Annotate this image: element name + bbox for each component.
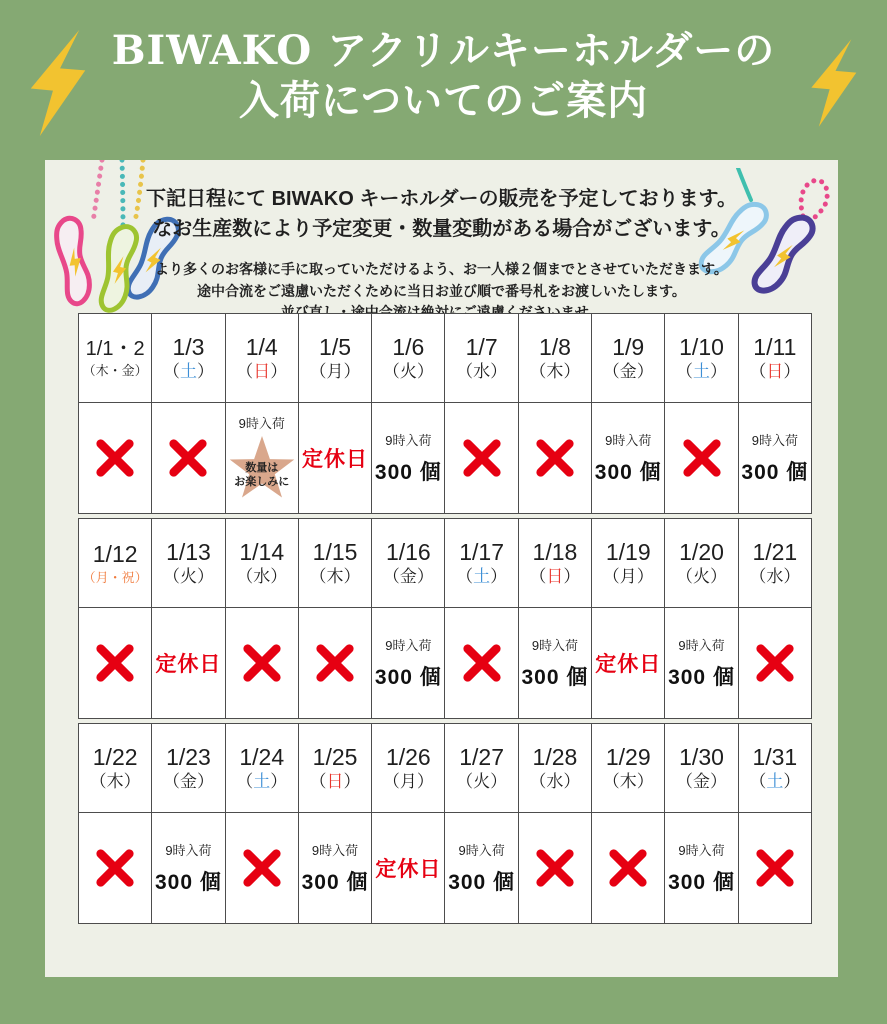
weekday-label: （金） [382,567,434,587]
date-label: 1/25 [312,743,358,770]
date-cell [738,314,811,403]
sold-out-x-icon [94,848,136,888]
weekday-label: （月） [309,362,361,382]
date-label: 1/23 [166,743,211,770]
status-cell-stock [518,608,591,719]
date-label: 1/14 [239,538,285,565]
status-cell-x [592,813,665,924]
status-cell-x [445,403,518,514]
status-cell-x [518,813,591,924]
date-cell [592,724,665,813]
status-cell-stock [592,403,665,514]
weekday-label: （金） [602,362,654,382]
sold-out-x-icon [607,848,649,888]
date-cell [298,519,371,608]
weekday-label: （水） [749,567,801,587]
sold-out-x-icon [461,643,503,683]
date-label: 1/13 [166,538,211,565]
status-cell-x [79,608,152,719]
sold-out-x-icon [167,438,209,478]
weekday-label: （木） [602,772,654,792]
status-cell-closed [592,608,665,719]
date-label: 1/7 [465,333,498,360]
weekday-label: （日） [309,772,361,792]
weekday-label: （木） [89,772,141,792]
status-cell-x [152,403,225,514]
date-label: 1/31 [752,743,798,770]
calendar-week-3 [78,723,812,924]
date-cell [372,519,445,608]
intro-line-1: 下記日程にて BIWAKO キーホルダーの販売を予定しております。 [146,188,737,210]
quantity-label: 300 個 [155,871,222,894]
date-label: 1/6 [392,333,425,360]
weekday-label: （月・祝） [82,569,148,585]
date-label: 1/8 [538,333,571,360]
date-label: 1/3 [172,333,205,360]
date-label: 1/30 [679,743,724,770]
weekday-label: （金） [676,772,728,792]
calendar-week-1 [78,313,812,514]
sold-out-x-icon [754,643,796,683]
status-cell-stock [372,403,445,514]
calendar [78,313,812,928]
sold-out-x-icon [681,438,723,478]
quantity-label: 300 個 [594,461,662,484]
status-cell-x [738,608,811,719]
date-label: 1/20 [679,538,724,565]
date-cell [592,519,665,608]
date-label: 1/26 [385,743,431,770]
status-cell-stock [665,813,738,924]
date-cell [225,724,298,813]
sold-out-x-icon [534,438,576,478]
date-label: 1/27 [459,743,505,770]
quantity-label: 300 個 [521,666,589,689]
date-label: 1/22 [92,743,138,770]
date-label: 1/1・2 [85,337,145,360]
status-cell-x [225,608,298,719]
arrival-time-label: 9時入荷 [165,843,212,858]
weekday-label: （木） [529,362,581,382]
status-cell-x [665,403,738,514]
sold-out-x-icon [241,643,283,683]
calendar-week-2 [78,518,812,719]
weekday-label: （水） [456,362,508,382]
date-label: 1/19 [605,538,651,565]
status-cell-closed [372,813,445,924]
closed-label: 定休日 [375,858,442,881]
status-cell-stock [665,608,738,719]
date-label: 1/16 [385,538,431,565]
date-cell [225,314,298,403]
note-line-1: より多くのお客様に手に取っていただけるよう、お一人様２個までとさせていただきます。 [155,261,728,277]
surprise-star [227,434,297,504]
page-title [0,26,887,126]
date-cell [665,519,738,608]
weekday-label: （金） [162,772,214,792]
date-cell [225,519,298,608]
status-cell-closed [152,608,225,719]
weekday-label: （日） [749,362,801,382]
date-cell [592,314,665,403]
status-cell-x [79,813,152,924]
status-cell-closed [298,403,371,514]
status-cell-x [225,813,298,924]
weekday-label: （月） [602,567,654,587]
sold-out-x-icon [94,643,136,683]
weekday-label: （火） [676,567,728,587]
weekday-label: （日） [236,362,288,382]
date-cell [738,519,811,608]
closed-label: 定休日 [155,653,222,676]
date-cell [79,314,152,403]
date-label: 1/15 [312,538,358,565]
date-label: 1/17 [459,538,505,565]
date-cell [445,724,518,813]
date-label: 1/28 [532,743,578,770]
surprise-label: 数量は お楽しみに [234,461,290,489]
closed-label: 定休日 [302,448,369,471]
status-cell-x [445,608,518,719]
date-label: 1/11 [753,333,797,360]
sold-out-x-icon [94,438,136,478]
date-label: 1/29 [605,743,651,770]
status-cell-stock [738,403,811,514]
weekday-label: （火） [162,567,214,587]
date-cell [372,724,445,813]
weekday-label: （木） [309,567,361,587]
note-line-2: 途中合流をご遠慮いただくために当日お並び順で番号札をお渡しいたします。 [197,282,686,299]
weekday-label: （火） [456,772,508,792]
arrival-time-label: 9時入荷 [311,843,359,858]
date-label: 1/21 [752,538,798,565]
weekday-label: （水） [529,772,581,792]
status-cell-stock [372,608,445,719]
date-cell [445,519,518,608]
status-cell-stock [298,813,371,924]
date-cell [665,314,738,403]
date-cell [79,519,152,608]
status-cell-stock [152,813,225,924]
date-cell [665,724,738,813]
closed-label: 定休日 [595,653,662,676]
date-cell [152,519,225,608]
weekday-label: （土） [236,772,288,792]
sold-out-x-icon [241,848,283,888]
quantity-label: 300 個 [668,871,735,894]
arrival-time-label: 9時入荷 [385,433,432,448]
date-cell [445,314,518,403]
quantity-label: 300 個 [668,666,735,689]
arrival-time-label: 9時入荷 [751,433,798,448]
weekday-label: （日） [529,567,581,587]
date-cell [298,724,371,813]
date-cell [738,724,811,813]
status-cell-star [225,403,298,514]
content-panel [45,160,838,977]
sold-out-x-icon [314,643,356,683]
quantity-label: 300 個 [374,461,442,484]
date-cell [372,314,445,403]
weekday-label: （水） [236,567,288,587]
date-label: 1/5 [319,333,352,360]
title-line-2: 入荷についてのご案内 [238,77,649,124]
arrival-time-label: 9時入荷 [238,415,285,431]
status-cell-x [298,608,371,719]
weekday-label: （土） [749,772,801,792]
status-cell-stock [445,813,518,924]
date-cell [518,519,591,608]
arrival-time-label: 9時入荷 [385,638,432,653]
date-cell [298,314,371,403]
date-cell [152,724,225,813]
weekday-label: （火） [382,362,434,382]
arrival-time-label: 9時入荷 [458,843,505,858]
date-cell [518,314,591,403]
weekday-label: （土） [676,362,728,382]
arrival-time-label: 9時入荷 [678,638,725,653]
date-label: 1/24 [239,743,285,770]
intro-line-2: なお生産数により予定変更・数量変動がある場合がございます。 [152,218,731,240]
arrival-time-label: 9時入荷 [678,843,725,858]
quantity-label: 300 個 [448,871,516,894]
sold-out-x-icon [461,438,503,478]
date-label: 1/4 [245,333,278,360]
date-cell [79,724,152,813]
weekday-label: （月） [382,772,434,792]
date-label: 1/9 [612,333,645,360]
date-label: 1/10 [679,333,724,360]
date-cell [152,314,225,403]
status-cell-x [79,403,152,514]
quantity-label: 300 個 [741,461,809,484]
arrival-time-label: 9時入荷 [531,638,579,653]
date-label: 1/12 [92,541,138,568]
intro-text [45,184,838,324]
weekday-label: （土） [456,567,508,587]
date-cell [518,724,591,813]
arrival-time-label: 9時入荷 [605,433,652,448]
weekday-label: （土） [162,362,214,382]
quantity-label: 300 個 [374,666,442,689]
weekday-label: （木・金） [82,362,148,378]
status-cell-x [738,813,811,924]
quantity-label: 300 個 [301,871,369,894]
sold-out-x-icon [534,848,576,888]
date-label: 1/18 [532,538,578,565]
status-cell-x [518,403,591,514]
title-line-1: BIWAKO アクリルキーホルダーの [111,27,776,74]
sold-out-x-icon [754,848,796,888]
